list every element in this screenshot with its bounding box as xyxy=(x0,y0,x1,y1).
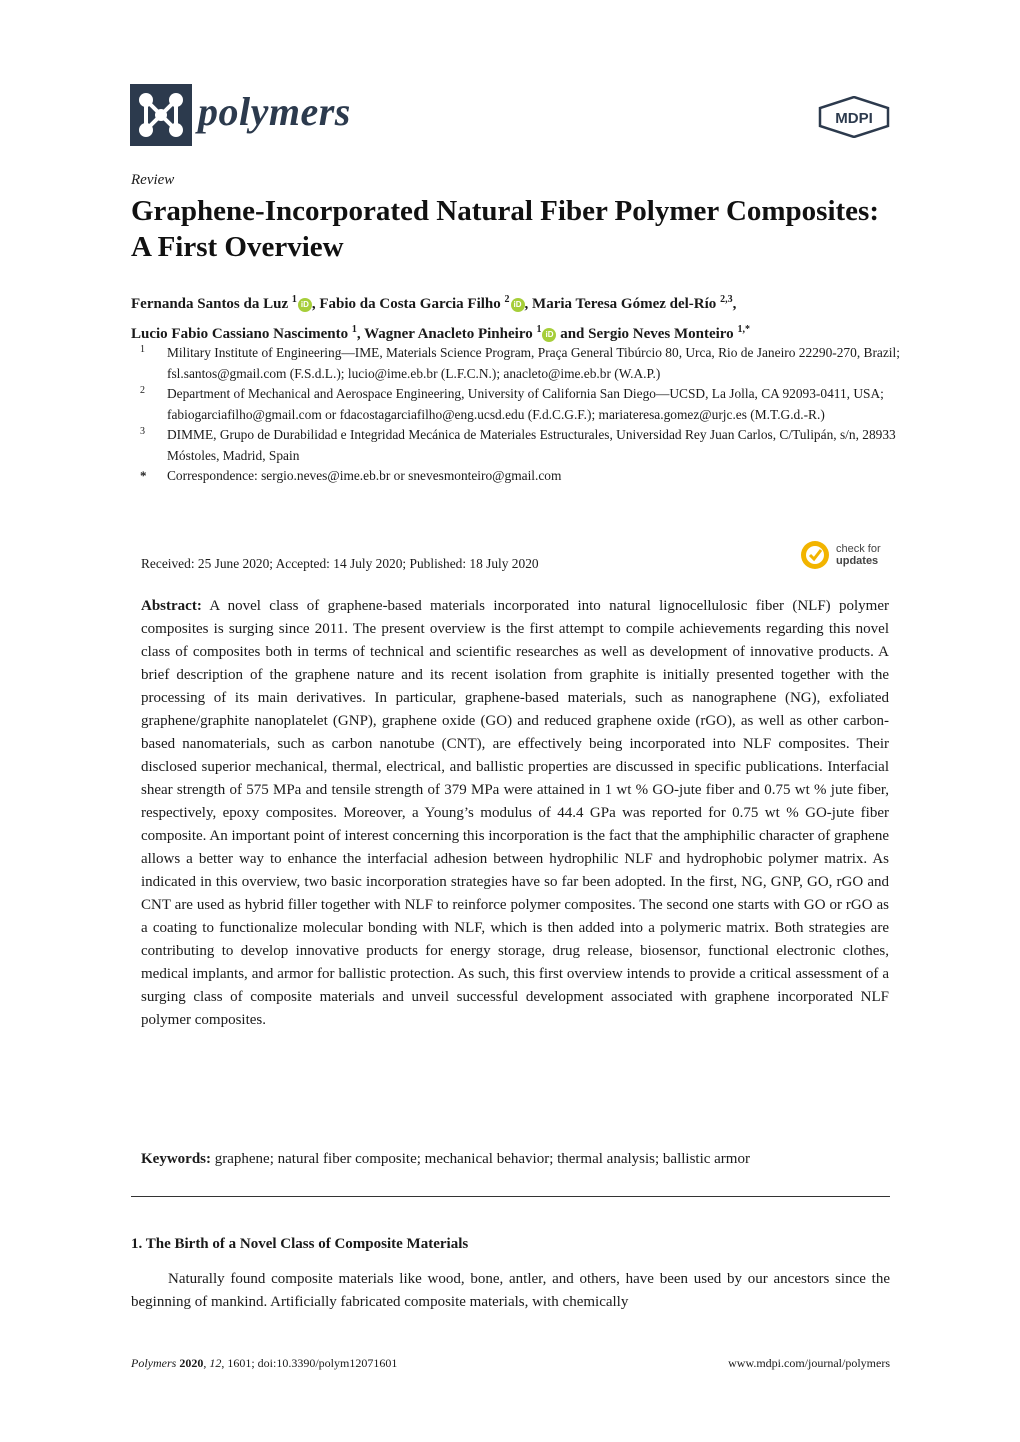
abstract xyxy=(141,595,889,1032)
footer-citation: , 1601; doi:10.3390/polym12071601 xyxy=(221,1356,398,1370)
keywords-label: Keywords: xyxy=(141,1151,211,1167)
check-for-updates-button[interactable] xyxy=(800,540,900,574)
author-separator: , xyxy=(732,296,737,312)
correspondence xyxy=(140,466,900,487)
check-mark-icon xyxy=(800,540,830,570)
journal-url-link[interactable]: www.mdpi.com/journal/polymers xyxy=(728,1356,890,1370)
footer-journal: Polymers xyxy=(131,1356,177,1370)
affiliation-text: Department of Mechanical and Aerospace Engineering, University of California San Diego—UCSD, La Jolla, CA 92093-0411, USA; fabiogarciafilho@gmail.com or fdacostagarciafilho@eng.ucsd.edu (F.d.C.G.F.); mariateresa.gomez@urjc.es (M.T.G.d.-R.) xyxy=(167,386,884,422)
footer-volume: 12 xyxy=(209,1356,222,1370)
affiliation-marker: 2 xyxy=(140,385,145,396)
orcid-icon[interactable]: iD xyxy=(511,298,525,312)
author-list xyxy=(131,287,891,347)
mdpi-logo-text: MDPI xyxy=(835,110,873,127)
author-name[interactable]: Fabio da Costa Garcia Filho xyxy=(319,296,501,312)
author-separator: , xyxy=(311,296,320,312)
affiliation-text: Military Institute of Engineering—IME, Materials Science Program, Praça General Tibúrcio 80, Urca, Rio de Janeiro 22290-270, Brazil; fsl.santos@gmail.com (F.S.d.L.); lucio@ime.eb.br (L.F.C.N.); anacleto@ime.eb.br (W.A.P.) xyxy=(167,345,900,381)
polymers-logo-icon xyxy=(130,84,192,146)
affiliation-text: DIMME, Grupo de Durabilidad e Integridad Mecánica de Materiales Estructurales, Universidad Rey Juan Carlos, C/Tulipán, s/n, 28933 Móstoles, Madrid, Spain xyxy=(167,427,896,463)
author-separator: and xyxy=(556,326,589,342)
affiliation-2 xyxy=(140,384,900,425)
section-heading: 1. The Birth of a Novel Class of Composite Materials xyxy=(131,1236,469,1252)
publication-dates: Received: 25 June 2020; Accepted: 14 July 2020; Published: 18 July 2020 xyxy=(141,556,539,571)
affiliation-3 xyxy=(140,425,900,466)
mdpi-logo-icon xyxy=(818,96,890,138)
affiliation-marker: 1 xyxy=(140,344,145,355)
affiliations xyxy=(140,343,900,487)
author-affiliation-marker: 1 xyxy=(291,294,297,305)
author-separator: , xyxy=(524,296,533,312)
section-divider xyxy=(131,1196,890,1197)
correspondence-marker: * xyxy=(140,468,147,483)
author-affiliation-marker: 1 xyxy=(351,324,357,335)
author-name[interactable]: Sergio Neves Monteiro xyxy=(588,326,734,342)
keywords-text: graphene; natural fiber composite; mechanical behavior; thermal analysis; ballistic armor xyxy=(214,1151,750,1167)
author-affiliation-marker: 1 xyxy=(536,324,542,335)
journal-name: polymers xyxy=(198,89,351,134)
abstract-text: A novel class of graphene-based materials incorporated into natural lignocellulosic fiber (NLF) polymer composites is surging since 2011. The present overview is the first attempt to compile achievements regarding this novel class of composites both in terms of technical and scientific researches as well as development of innovative products. A brief description of the graphene nature and its recent isolation from graphite is initially presented together with the processing of its main derivatives. In particular, graphene-based materials, such as nanographene (NG), exfoliated graphene/graphite nanoplatelet (GNP), graphene oxide (GO) and reduced graphene oxide (rGO), as well as other carbon-based nanomaterials, such as carbon nanotube (CNT), are effectively being incorporated into NLF composites. Their disclosed superior mechanical, thermal, electrical, and ballistic properties are discussed in specific publications. Interfacial shear strength of 575 MPa and tensile strength of 379 MPa were attained in 1 wt % GO-jute fiber and 0.75 wt % jute fiber, respectively, epoxy composites. Moreover, a Young’s modulus of 44.4 GPa was reported for 0.75 wt % GO-jute fiber composite. An important point of interest concerning this incorporation is the fact that the amphiphilic character of graphene allows a better way to enhance the interfacial adhesion between hydrophilic NLF and hydrophobic polymer matrix. As indicated in this overview, two basic incorporation strategies have so far been adopted. In the first, NG, GNP, GO, rGO and CNT are used as hybrid filler together with NLF to reinforce polymer composites. The second one starts with GO or rGO as a coating to functionalize molecular bonding with NLF, which is then added into a polymeric matrix. Both strategies are contributing to develop innovative products for energy storage, drug release, biosensor, functional electronic clothes, medical implants, and armor for ballistic protection. As such, this first overview intends to provide a critical assessment of a surging class of composite materials and unveil successful development associated with graphene incorporated NLF polymer composites. xyxy=(141,598,889,1028)
body-paragraph: Naturally found composite materials like wood, bone, antler, and others, have been used by our ancestors since the beginning of mankind. Artificially fabricated composite materials, with chemically xyxy=(131,1271,890,1310)
author-name[interactable]: Maria Teresa Gómez del-Río xyxy=(532,296,717,312)
orcid-icon[interactable]: iD xyxy=(542,328,556,342)
author-name[interactable]: Lucio Fabio Cassiano Nascimento xyxy=(131,326,349,342)
citation-footer: Polymers 2020, 12, 1601; doi:10.3390/polym12071601 xyxy=(131,1356,398,1370)
author-affiliation-marker: 2,3 xyxy=(720,294,733,305)
author-name[interactable]: Fernanda Santos da Luz xyxy=(131,296,289,312)
article-type: Review xyxy=(131,172,175,188)
affiliation-marker: 3 xyxy=(140,426,145,437)
orcid-icon[interactable]: iD xyxy=(298,298,312,312)
affiliation-1 xyxy=(140,343,900,384)
correspondence-text: Correspondence: sergio.neves@ime.eb.br or snevesmonteiro@gmail.com xyxy=(167,468,562,483)
author-name[interactable]: Wagner Anacleto Pinheiro xyxy=(364,326,533,342)
check-updates-line1: check for xyxy=(836,543,881,555)
author-affiliation-marker: 2 xyxy=(504,294,510,305)
abstract-label: Abstract: xyxy=(141,598,202,614)
author-separator: , xyxy=(356,326,365,342)
author-affiliation-marker: 1,* xyxy=(737,324,750,335)
check-updates-line2: updates xyxy=(836,555,879,567)
article-title: Graphene-Incorporated Natural Fiber Polymer Composites: A First Overview xyxy=(131,195,879,263)
footer-year: 2020 xyxy=(179,1356,204,1370)
keywords xyxy=(141,1148,901,1171)
